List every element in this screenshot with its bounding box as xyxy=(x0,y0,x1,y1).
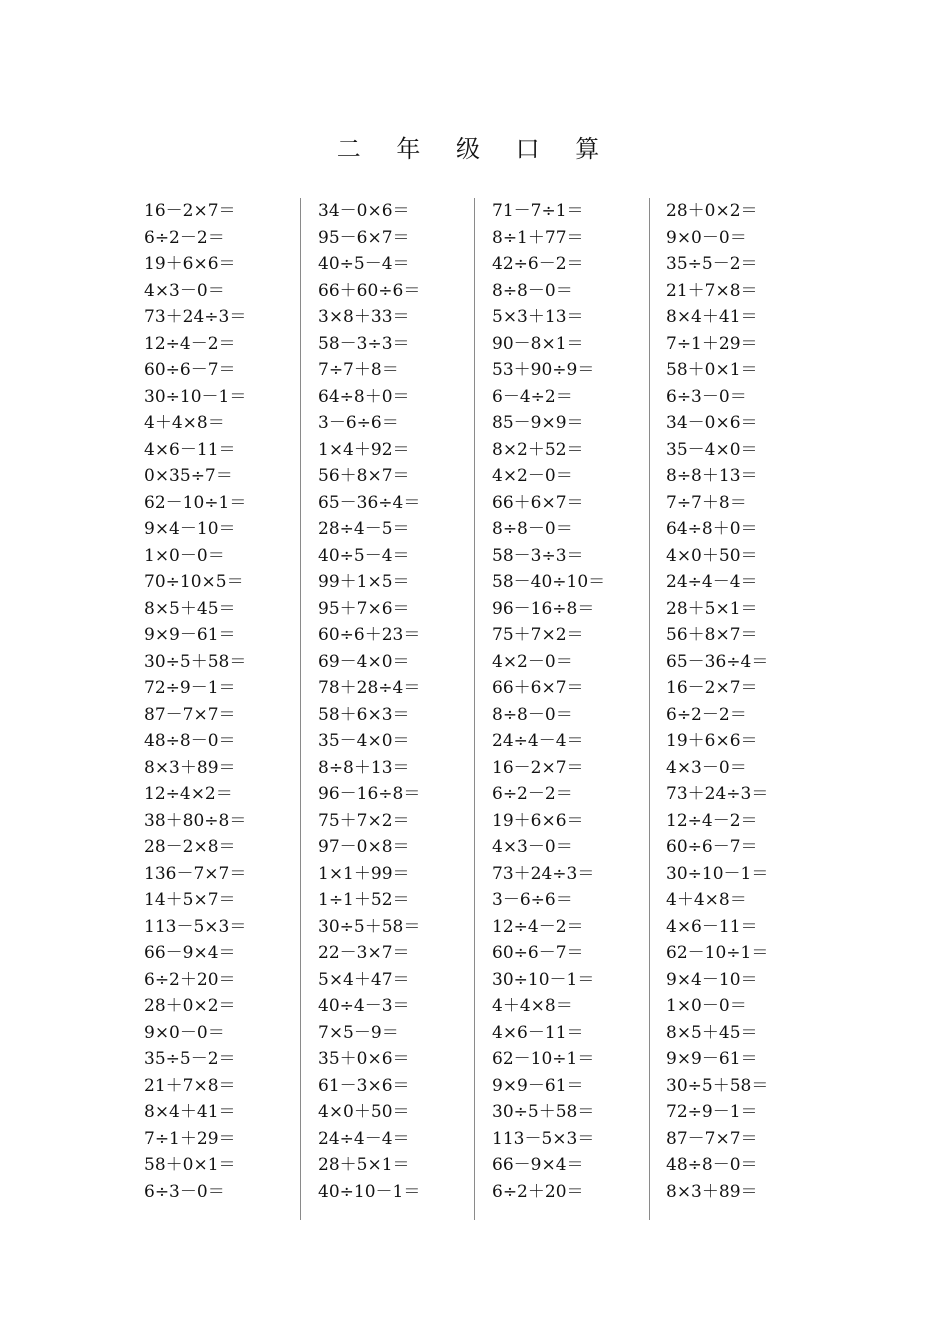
math-problem: 4＋4×8＝ xyxy=(492,996,573,1016)
math-problem: 78＋28÷4＝ xyxy=(318,678,421,698)
math-problem: 73＋24÷3＝ xyxy=(492,863,595,884)
problem-column-1 xyxy=(144,198,294,1205)
math-problem: 16－2×7＝ xyxy=(492,757,584,778)
math-problem: 24÷4－4＝ xyxy=(318,1128,410,1149)
math-problem: 8÷1＋77＝ xyxy=(492,227,584,248)
math-problem: 7÷1＋29＝ xyxy=(144,1128,236,1149)
math-problem: 75＋7×2＝ xyxy=(492,625,584,645)
math-problem: 58＋6×3＝ xyxy=(318,704,410,725)
math-problem: 21＋7×8＝ xyxy=(666,280,758,301)
math-problem: 96－16÷8＝ xyxy=(492,598,595,619)
math-problem: 58＋0×1＝ xyxy=(144,1155,236,1175)
problem-column-2 xyxy=(318,198,468,1205)
math-problem: 42÷6－2＝ xyxy=(492,254,584,274)
math-problem: 1×0－0＝ xyxy=(666,996,747,1016)
math-problem: 75＋7×2＝ xyxy=(318,810,410,831)
math-problem: 70÷10×5＝ xyxy=(144,572,244,592)
math-problem: 9×9－61＝ xyxy=(492,1075,584,1096)
math-problem: 40÷5－4＝ xyxy=(318,254,410,274)
math-problem: 1÷1＋52＝ xyxy=(318,890,410,910)
math-problem: 8÷8－0＝ xyxy=(492,280,573,301)
math-problem: 56＋8×7＝ xyxy=(318,466,410,486)
math-problem: 21＋7×8＝ xyxy=(144,1075,236,1096)
math-problem: 4×0＋50＝ xyxy=(666,545,758,566)
math-problem: 8×4＋41＝ xyxy=(144,1102,236,1122)
math-problem: 4×6－11＝ xyxy=(144,439,236,460)
math-problem: 8×3＋89＝ xyxy=(666,1181,758,1202)
math-problem: 66＋6×7＝ xyxy=(492,678,584,698)
math-problem: 8×4＋41＝ xyxy=(666,307,758,327)
math-problem: 30÷10－1＝ xyxy=(492,969,595,990)
math-problem: 66－9×4＝ xyxy=(492,1155,584,1175)
math-problem: 95－6×7＝ xyxy=(318,227,410,248)
math-problem: 85－9×9＝ xyxy=(492,413,584,433)
math-problem: 61－3×6＝ xyxy=(318,1075,410,1096)
math-problem: 3－6÷6＝ xyxy=(492,890,573,910)
math-problem: 6－4÷2＝ xyxy=(492,386,573,407)
math-problem: 5×3＋13＝ xyxy=(492,307,584,327)
math-problem: 6÷2－2＝ xyxy=(666,704,747,725)
math-problem: 28＋0×2＝ xyxy=(666,201,758,221)
math-problem: 6÷2－2＝ xyxy=(144,227,225,248)
math-problem: 28÷4－5＝ xyxy=(318,519,410,539)
math-problem: 16－2×7＝ xyxy=(666,678,758,698)
math-problem: 71－7÷1＝ xyxy=(492,201,584,221)
math-problem: 35＋0×6＝ xyxy=(318,1049,410,1069)
math-problem: 8÷8＋13＝ xyxy=(318,757,410,778)
math-problem: 6÷2＋20＝ xyxy=(492,1181,584,1202)
math-problem: 136－7×7＝ xyxy=(144,863,247,884)
math-problem: 35÷5－2＝ xyxy=(666,254,758,274)
math-problem: 5×4＋47＝ xyxy=(318,969,410,990)
math-problem: 58－3÷3＝ xyxy=(318,333,410,354)
math-problem: 19＋6×6＝ xyxy=(144,254,236,274)
problem-column-4 xyxy=(666,198,816,1205)
math-problem: 6÷2＋20＝ xyxy=(144,969,236,990)
math-problem: 4×0＋50＝ xyxy=(318,1102,410,1122)
math-problem: 99＋1×5＝ xyxy=(318,572,410,592)
math-problem: 113－5×3＝ xyxy=(144,916,247,937)
math-problem: 65－36÷4＝ xyxy=(666,651,769,672)
math-problem: 60÷6＋23＝ xyxy=(318,625,421,645)
math-problem: 1×4＋92＝ xyxy=(318,439,410,460)
math-problem: 0×35÷7＝ xyxy=(144,466,233,486)
math-problem: 9×0－0＝ xyxy=(144,1022,225,1043)
math-problem: 62－10÷1＝ xyxy=(144,492,247,513)
math-problem: 28＋5×1＝ xyxy=(318,1155,410,1175)
math-problem: 9×4－10＝ xyxy=(666,969,758,990)
math-problem: 72÷9－1＝ xyxy=(144,678,236,698)
math-problem: 96－16÷8＝ xyxy=(318,784,421,804)
math-problem: 8÷8－0＝ xyxy=(492,704,573,725)
math-problem: 8÷8－0＝ xyxy=(492,519,573,539)
math-problem: 4＋4×8＝ xyxy=(666,890,747,910)
math-problem: 8×5＋45＝ xyxy=(144,598,236,619)
math-problem: 56＋8×7＝ xyxy=(666,625,758,645)
math-problem: 4×6－11＝ xyxy=(666,916,758,937)
math-problem: 28－2×8＝ xyxy=(144,837,236,857)
math-problem: 66＋6×7＝ xyxy=(492,492,584,513)
math-problem: 9×9－61＝ xyxy=(144,625,236,645)
math-problem: 12÷4－2＝ xyxy=(144,333,236,354)
math-problem: 3×8＋33＝ xyxy=(318,307,410,327)
math-problem: 66－9×4＝ xyxy=(144,943,236,963)
math-problem: 24÷4－4＝ xyxy=(492,731,584,751)
math-problem: 14＋5×7＝ xyxy=(144,890,236,910)
math-problem: 58－40÷10＝ xyxy=(492,572,606,592)
math-problem: 7×5－9＝ xyxy=(318,1022,399,1043)
math-problem: 30÷10－1＝ xyxy=(144,386,247,407)
math-problem: 16－2×7＝ xyxy=(144,201,236,221)
math-problem: 9×4－10＝ xyxy=(144,519,236,539)
math-problem: 8÷8＋13＝ xyxy=(666,466,758,486)
math-problem: 30÷5＋58＝ xyxy=(492,1102,595,1122)
math-problem: 9×9－61＝ xyxy=(666,1049,758,1069)
math-problem: 30÷5＋58＝ xyxy=(318,916,421,937)
math-problem: 1×0－0＝ xyxy=(144,545,225,566)
column-divider-1 xyxy=(300,198,301,1220)
math-problem: 65－36÷4＝ xyxy=(318,492,421,513)
math-problem: 30÷10－1＝ xyxy=(666,863,769,884)
math-problem: 48÷8－0＝ xyxy=(666,1155,758,1175)
math-problem: 8×2＋52＝ xyxy=(492,439,584,460)
math-problem: 6÷3－0＝ xyxy=(144,1181,225,1202)
math-problem: 40÷10－1＝ xyxy=(318,1181,421,1202)
column-divider-3 xyxy=(649,198,650,1220)
math-problem: 66＋60÷6＝ xyxy=(318,280,421,301)
math-problem: 12÷4－2＝ xyxy=(666,810,758,831)
math-problem: 58＋0×1＝ xyxy=(666,360,758,380)
math-problem: 38＋80÷8＝ xyxy=(144,810,247,831)
math-problem: 4×2－0＝ xyxy=(492,651,573,672)
math-problem: 12÷4×2＝ xyxy=(144,784,233,804)
math-problem: 19＋6×6＝ xyxy=(666,731,758,751)
math-problem: 7÷7＋8＝ xyxy=(318,360,399,380)
math-problem: 30÷5＋58＝ xyxy=(666,1075,769,1096)
math-problem: 3－6÷6＝ xyxy=(318,413,399,433)
math-problem: 22－3×7＝ xyxy=(318,943,410,963)
math-problem: 8×3＋89＝ xyxy=(144,757,236,778)
math-problem: 64÷8＋0＝ xyxy=(666,519,758,539)
page-title: 二 年 级 口 算 xyxy=(336,135,614,163)
math-problem: 95＋7×6＝ xyxy=(318,598,410,619)
math-problem: 53＋90÷9＝ xyxy=(492,360,595,380)
column-divider-2 xyxy=(474,198,475,1220)
math-problem: 4×6－11＝ xyxy=(492,1022,584,1043)
math-problem: 4×3－0＝ xyxy=(492,837,573,857)
math-problem: 40÷5－4＝ xyxy=(318,545,410,566)
math-problem: 62－10÷1＝ xyxy=(666,943,769,963)
math-problem: 40÷4－3＝ xyxy=(318,996,410,1016)
math-problem: 35－4×0＝ xyxy=(318,731,410,751)
math-problem: 58－3÷3＝ xyxy=(492,545,584,566)
math-problem: 4×3－0＝ xyxy=(666,757,747,778)
math-problem: 28＋0×2＝ xyxy=(144,996,236,1016)
math-problem: 69－4×0＝ xyxy=(318,651,410,672)
math-problem: 60÷6－7＝ xyxy=(492,943,584,963)
problem-column-3 xyxy=(492,198,642,1205)
math-problem: 7÷7＋8＝ xyxy=(666,492,747,513)
math-problem: 113－5×3＝ xyxy=(492,1128,595,1149)
math-problem: 28＋5×1＝ xyxy=(666,598,758,619)
math-problem: 19＋6×6＝ xyxy=(492,810,584,831)
math-problem: 12÷4－2＝ xyxy=(492,916,584,937)
math-problem: 60÷6－7＝ xyxy=(666,837,758,857)
math-problem: 73＋24÷3＝ xyxy=(144,307,247,327)
math-problem: 34－0×6＝ xyxy=(666,413,758,433)
math-problem: 24÷4－4＝ xyxy=(666,572,758,592)
math-problem: 4＋4×8＝ xyxy=(144,413,225,433)
math-problem: 60÷6－7＝ xyxy=(144,360,236,380)
math-problem: 8×5＋45＝ xyxy=(666,1022,758,1043)
math-problem: 90－8×1＝ xyxy=(492,333,584,354)
math-problem: 4×2－0＝ xyxy=(492,466,573,486)
math-problem: 72÷9－1＝ xyxy=(666,1102,758,1122)
math-problem: 9×0－0＝ xyxy=(666,227,747,248)
math-problem: 4×3－0＝ xyxy=(144,280,225,301)
math-problem: 97－0×8＝ xyxy=(318,837,410,857)
math-problem: 87－7×7＝ xyxy=(144,704,236,725)
math-problem: 48÷8－0＝ xyxy=(144,731,236,751)
math-problem: 35－4×0＝ xyxy=(666,439,758,460)
math-problem: 30÷5＋58＝ xyxy=(144,651,247,672)
math-problem: 34－0×6＝ xyxy=(318,201,410,221)
math-problem: 87－7×7＝ xyxy=(666,1128,758,1149)
math-problem: 6÷2－2＝ xyxy=(492,784,573,804)
math-problem: 64÷8＋0＝ xyxy=(318,386,410,407)
math-problem: 73＋24÷3＝ xyxy=(666,784,769,804)
math-problem: 1×1＋99＝ xyxy=(318,863,410,884)
math-problem: 6÷3－0＝ xyxy=(666,386,747,407)
math-problem: 7÷1＋29＝ xyxy=(666,333,758,354)
math-problem: 62－10÷1＝ xyxy=(492,1049,595,1069)
math-problem: 35÷5－2＝ xyxy=(144,1049,236,1069)
